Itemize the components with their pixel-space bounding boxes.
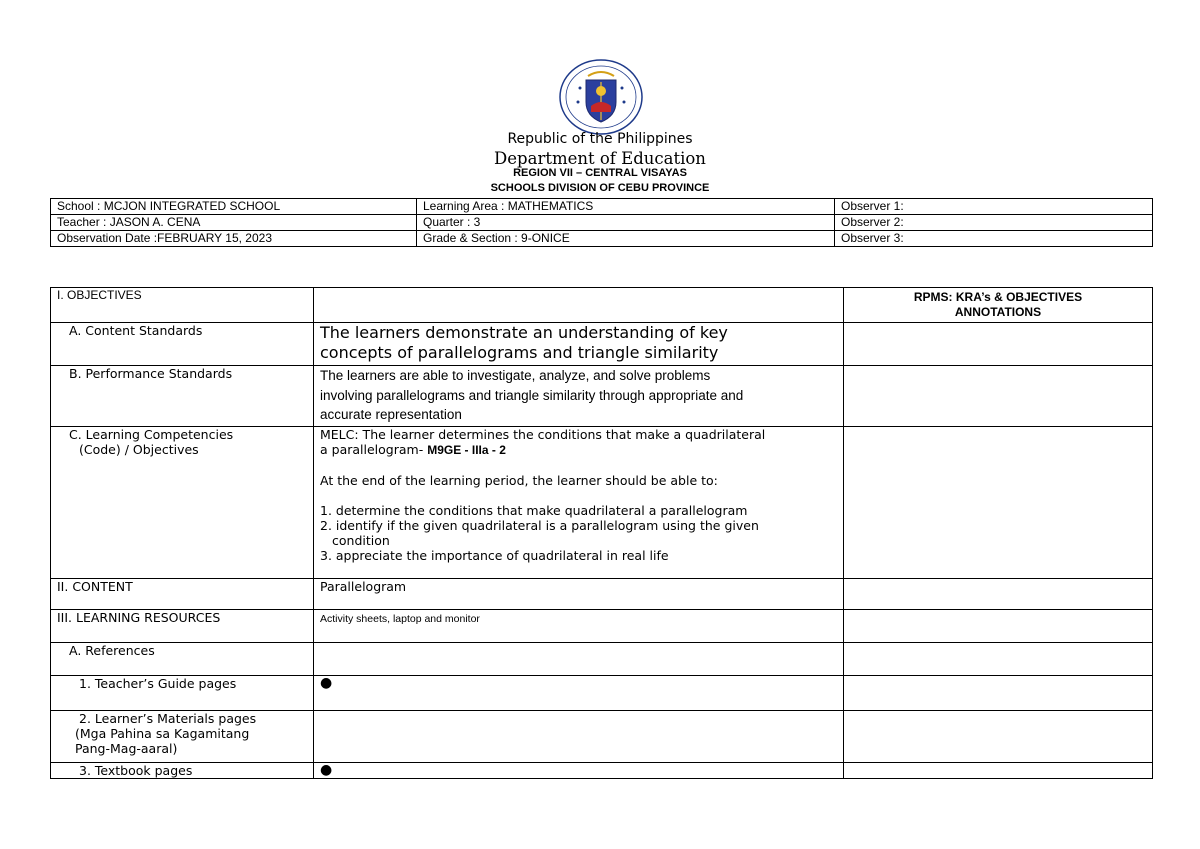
text-line: (Mga Pahina sa Kagamitang xyxy=(75,726,250,741)
observer-3-cell: Observer 3: xyxy=(835,231,1153,247)
teacher-cell: Teacher : JASON A. CENA xyxy=(51,215,417,231)
annotation-cell xyxy=(844,711,1153,763)
annotation-cell xyxy=(844,643,1153,676)
text-line: concepts of parallelograms and triangle similarity xyxy=(320,343,719,362)
references-label: A. References xyxy=(51,643,314,676)
textbook-label: 3. Textbook pages xyxy=(51,763,314,779)
observation-date-cell: Observation Date :FEBRUARY 15, 2023 xyxy=(51,231,417,247)
text-line xyxy=(320,442,837,458)
annotation-cell xyxy=(844,323,1153,366)
text-line: The learners demonstrate an understanding of key xyxy=(320,323,728,342)
content-standards-text xyxy=(314,323,844,366)
content-label: II. CONTENT xyxy=(51,579,314,610)
objectives-content xyxy=(314,288,844,323)
rpms-title: RPMS: KRA’s & OBJECTIVES xyxy=(913,290,1083,304)
text-line: accurate representation xyxy=(320,407,462,422)
text-line: At the end of the learning period, the learner should be able to: xyxy=(320,473,718,488)
annotation-cell xyxy=(844,579,1153,610)
teachers-guide-label: 1. Teacher’s Guide pages xyxy=(51,676,314,711)
text-line: MELC: The learner determines the conditions that make a quadrilateral xyxy=(320,427,766,442)
text-line: The learners are able to investigate, analyze, and solve problems xyxy=(320,368,711,383)
annotation-cell xyxy=(844,676,1153,711)
annotation-cell xyxy=(844,427,1153,579)
learning-competencies-text xyxy=(314,427,844,579)
table-row xyxy=(51,215,1153,231)
grade-section-cell: Grade & Section : 9-ONICE xyxy=(417,231,835,247)
content-standards-label: A. Content Standards xyxy=(51,323,314,366)
observation-info-table xyxy=(50,198,1153,247)
department-heading: Department of Education xyxy=(494,149,706,168)
table-row xyxy=(51,711,1153,763)
annotation-cell xyxy=(844,763,1153,779)
text-line: 2. Learner’s Materials pages xyxy=(79,711,257,726)
table-row xyxy=(51,643,1153,676)
objective-item: 2. identify if the given quadrilateral is a parallelogram using the given xyxy=(320,518,759,533)
rpms-annotations-header xyxy=(844,288,1153,323)
lesson-plan-table xyxy=(50,287,1153,779)
annotation-cell xyxy=(844,366,1153,427)
text-line: a parallelogram- xyxy=(320,442,424,457)
performance-standards-text xyxy=(314,366,844,427)
table-row xyxy=(51,579,1153,610)
quarter-cell: Quarter : 3 xyxy=(417,215,835,231)
deped-seal-logo xyxy=(558,58,644,136)
references-value xyxy=(314,643,844,676)
annotation-cell xyxy=(844,610,1153,643)
objectives-label: I. OBJECTIVES xyxy=(51,288,314,323)
text-line: (Code) / Objectives xyxy=(79,442,199,457)
performance-standards-label: B. Performance Standards xyxy=(51,366,314,427)
text-line: involving parallelograms and triangle similarity through appropriate and xyxy=(320,387,744,403)
learners-materials-label xyxy=(51,711,314,763)
table-row xyxy=(51,610,1153,643)
table-row xyxy=(51,366,1153,427)
republic-heading: Republic of the Philippines xyxy=(507,131,693,147)
table-row xyxy=(51,763,1153,779)
learning-resources-value: Activity sheets, laptop and monitor xyxy=(314,610,844,643)
textbook-bullet: ● xyxy=(314,763,844,779)
table-row xyxy=(51,676,1153,711)
melc-code: M9GE - IIIa - 2 xyxy=(427,443,506,457)
content-value: Parallelogram xyxy=(314,579,844,610)
learning-area-cell: Learning Area : MATHEMATICS xyxy=(417,199,835,215)
region-heading: REGION VII – CENTRAL VISAYAS xyxy=(513,167,687,179)
text-line: C. Learning Competencies xyxy=(69,427,234,442)
learning-resources-label: III. LEARNING RESOURCES xyxy=(51,610,314,643)
text-line: Pang-Mag-aaral) xyxy=(75,741,178,756)
table-row xyxy=(51,231,1153,247)
objective-item: 3. appreciate the importance of quadrilateral in real life xyxy=(320,548,669,563)
rpms-subtitle: ANNOTATIONS xyxy=(954,305,1042,319)
objective-item: condition xyxy=(332,533,390,548)
observer-2-cell: Observer 2: xyxy=(835,215,1153,231)
teachers-guide-bullet: ● xyxy=(314,676,844,711)
school-cell: School : MCJON INTEGRATED SCHOOL xyxy=(51,199,417,215)
learners-materials-value xyxy=(314,711,844,763)
table-row xyxy=(51,199,1153,215)
table-row xyxy=(51,323,1153,366)
learning-competencies-label xyxy=(51,427,314,579)
objective-item: 1. determine the conditions that make quadrilateral a parallelogram xyxy=(320,503,748,518)
observer-1-cell: Observer 1: xyxy=(835,199,1153,215)
table-row xyxy=(51,288,1153,323)
table-row xyxy=(51,427,1153,579)
division-heading: SCHOOLS DIVISION OF CEBU PROVINCE xyxy=(490,182,710,194)
